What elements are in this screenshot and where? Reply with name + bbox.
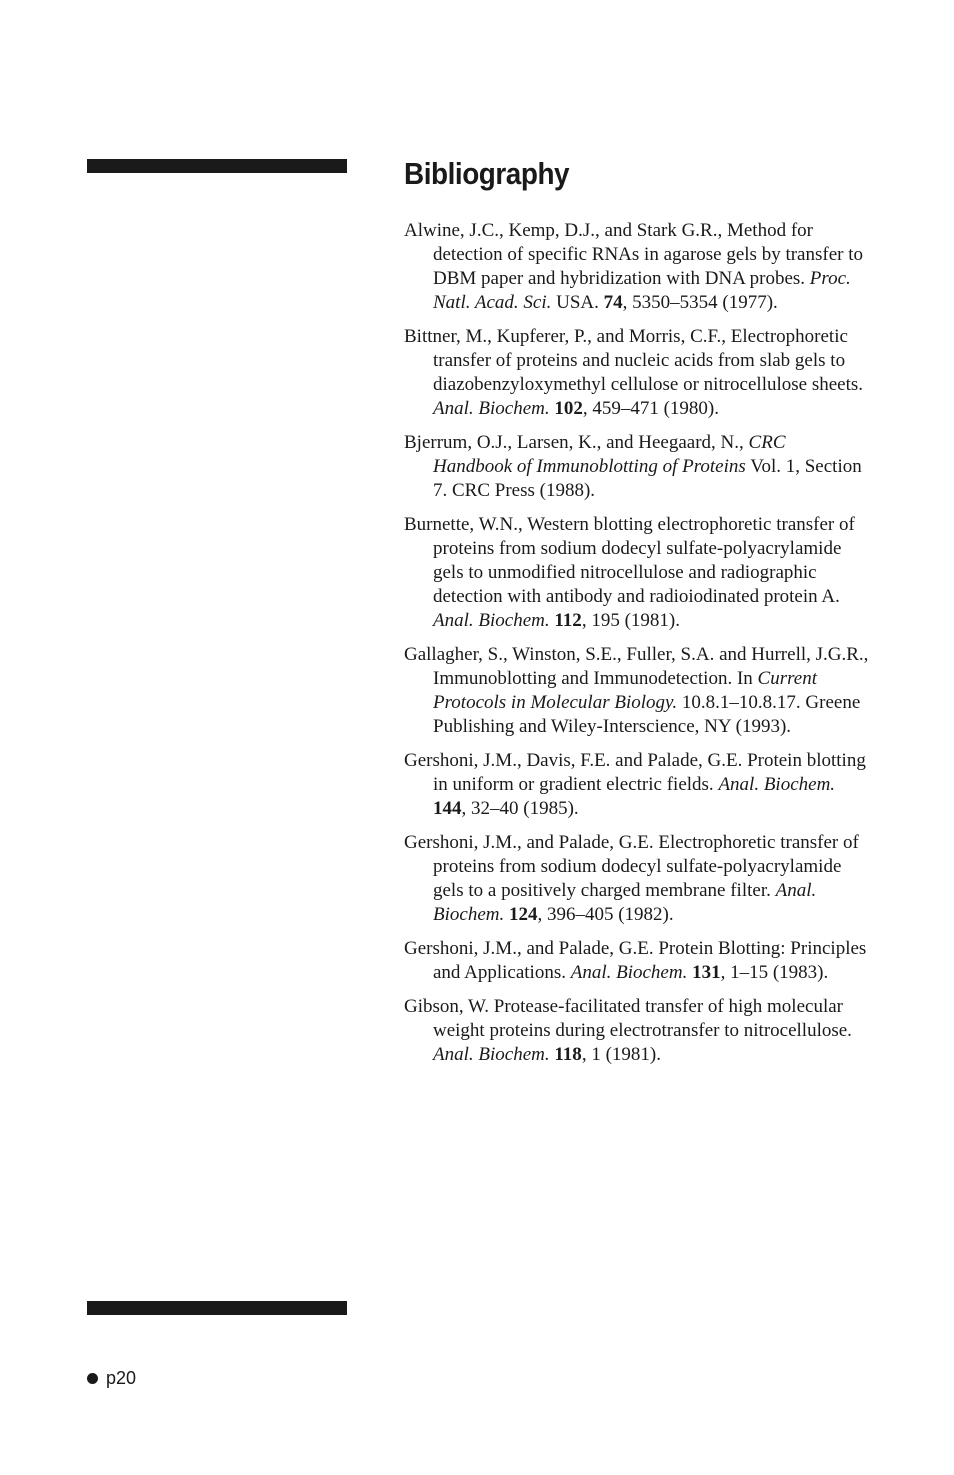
reference-journal: Anal. Biochem. [433,1044,550,1065]
reference-authors: Gershoni, J.M., and Palade, G.E. [404,938,659,959]
reference-title: Method for detection of specific RNAs in agarose gels by transfer to DBM paper and hybridization with DNA probes. [433,220,864,289]
reference-volume: 124 [508,904,538,925]
reference-journal: Anal. Biochem. [718,774,836,795]
reference-authors: Gibson, W. [404,996,494,1017]
reference-item [404,937,869,985]
reference-authors: Bjerrum, O.J., Larsen, K., and Heegaard, N., [404,432,749,453]
reference-volume: 144 [433,798,462,819]
reference-item [404,325,869,421]
reference-pages-year: , 396–405 (1982). [537,904,674,925]
reference-authors: Gallagher, S., Winston, S.E., Fuller, S.A. and Hurrell, J.G.R., [404,644,869,665]
reference-detail: USA. [551,292,604,313]
reference-detail: Vol. 1, Section 7. CRC Press (1988). [433,456,862,501]
reference-item [404,643,869,739]
reference-volume: 118 [554,1044,582,1065]
reference-detail: 10.8.1–10.8.17. Greene Publishing and Wiley-Interscience, NY (1993). [433,692,861,737]
reference-title: Protease-facilitated transfer of high molecular weight proteins during electrotransfer to nitrocellulose. [433,996,852,1041]
reference-journal: CRC Handbook of Immunoblotting of Proteins [433,432,786,477]
reference-item [404,431,869,503]
page-footer [87,1366,136,1390]
reference-authors: Bittner, M., Kupferer, P., and Morris, C.F., [404,326,731,347]
reference-authors: Gershoni, J.M., Davis, F.E. and Palade, G.E. [404,750,748,771]
bullet-icon [87,1373,98,1384]
reference-item [404,831,869,927]
reference-title: Protein blotting in uniform or gradient electric fields. [433,750,866,795]
reference-journal: Anal. Biochem. [433,610,550,631]
bottom-rule [87,1301,347,1315]
reference-volume: 74 [603,292,623,313]
reference-item [404,219,869,315]
reference-pages-year: , 5350–5354 (1977). [622,292,778,313]
reference-journal: Proc. Natl. Acad. Sci. [433,268,851,313]
reference-authors: Alwine, J.C., Kemp, D.J., and Stark G.R., [404,220,727,241]
reference-journal: Anal. Biochem. [433,398,550,419]
reference-volume: 102 [554,398,583,419]
reference-list [404,219,869,1077]
top-rule [87,159,347,173]
reference-title: Electrophoretic transfer of proteins from sodium dodecyl sulfate-polyacrylamide gels to a positively charged membrane filter. [433,832,859,901]
page-title: Bibliography [404,156,570,191]
reference-title: Electrophoretic transfer of proteins and nucleic acids from slab gels to diazobenzyloxymethyl cellulose or nitrocellulose sheets. [433,326,864,395]
page-number: p20 [106,1368,137,1388]
reference-title: Immunoblotting and Immunodetection. In [433,668,758,689]
reference-item [404,749,869,821]
reference-authors: Gershoni, J.M., and Palade, G.E. [404,832,659,853]
reference-item [404,513,869,633]
reference-volume: 131 [692,962,721,983]
reference-title: Western blotting electrophoretic transfer of proteins from sodium dodecyl sulfate-polyacrylamide gels to unmodified nitrocellulose and radiographic detection with antibody and radioiodinated protein A. [433,514,855,607]
reference-title: Protein Blotting: Principles and Applications. [433,938,867,983]
reference-pages-year: , 459–471 (1980). [582,398,720,419]
reference-pages-year: , 1–15 (1983). [720,962,829,983]
reference-item [404,995,869,1067]
reference-authors: Burnette, W.N., [404,514,528,535]
reference-journal: Anal. Biochem. [570,962,688,983]
reference-pages-year: , 32–40 (1985). [461,798,579,819]
reference-journal: Current Protocols in Molecular Biology. [433,668,817,713]
reference-pages-year: , 195 (1981). [581,610,680,631]
reference-pages-year: , 1 (1981). [581,1044,661,1065]
reference-volume: 112 [554,610,582,631]
reference-journal: Anal. Biochem. [433,880,817,925]
